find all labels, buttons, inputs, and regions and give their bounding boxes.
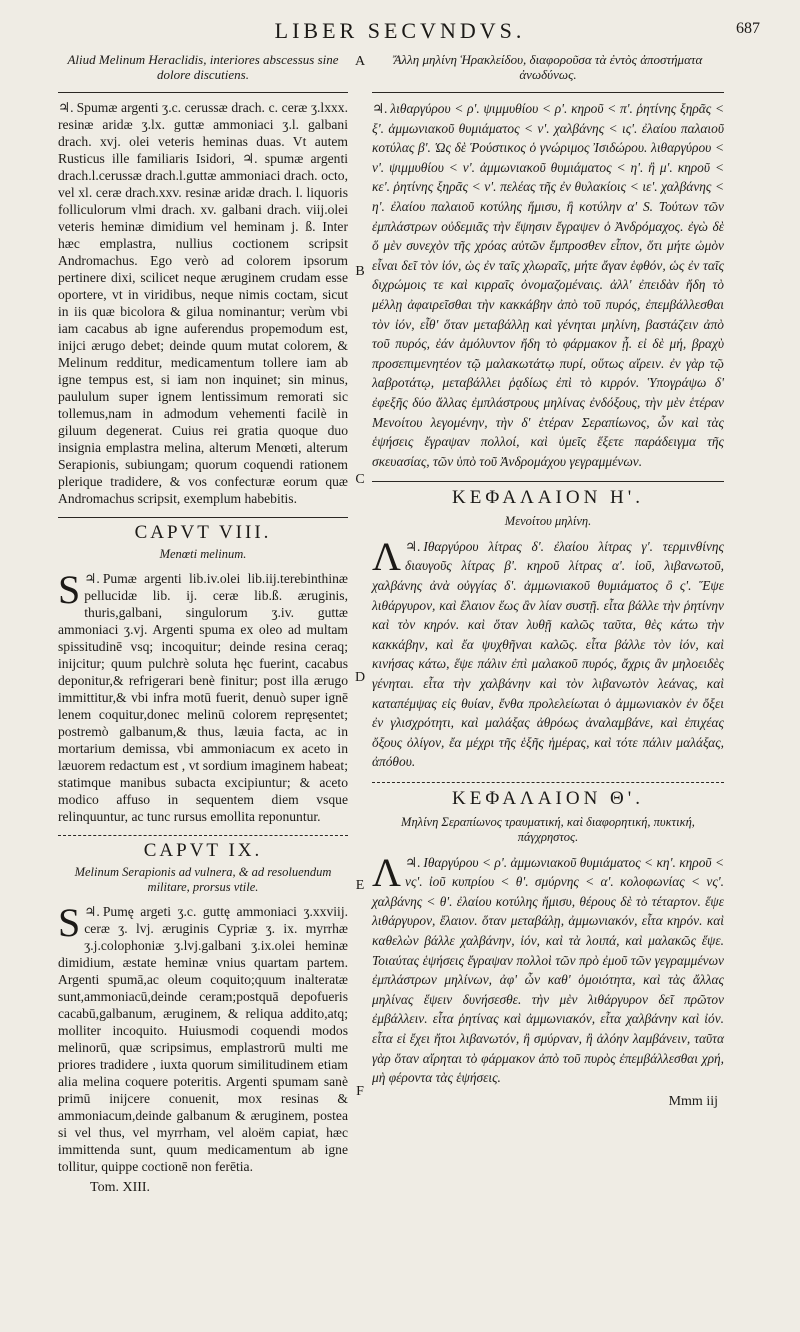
page-number: 687 bbox=[736, 20, 760, 37]
running-title: LIBER SECVNDVS. bbox=[274, 18, 526, 43]
drop-cap-lambda: Λ bbox=[372, 849, 402, 895]
recipe-symbol-icon: ♃. bbox=[58, 100, 74, 115]
caput-ix-text: Pumę argeti ʒ.c. guttę ammoniaci ʒ.xxviij. ceræ ʒ. lvj. æruginis Cypriæ ʒ. ix. myrrhæ ʒ.j.colophoniæ ʒ.lvj.galbani ʒ.ix.olei heminæ dimidium, æstate heminæ vnius quartam partem. Argenti spumā,ac oleum coquito;quum inalteratæ sunt,ammoniacū,deinde ceram;postquā depofueris cacabū,galbanum, æruginem, & reliqua addito,atq; molliter incoquito. Huiusmodi coquendi modos melinorū, quæ scripsimus, emplastrorū multi me priores tradidere , iuxta quorum similitudinem etiam alia melina coquere poteritis. Argenti spumam sanè primū inijcere conuenit, mox resinas & ammoniacum,deinde galbanum & æruginem, postea si vel thus, vel myrrham, vel aloëm capiat, hæc immittenda sunt, quum medicamentum ab igne tollitur, quippe coctionē non ferētia. bbox=[58, 904, 348, 1174]
gathering-signature: Mmm iij bbox=[668, 1093, 718, 1109]
page-header bbox=[0, 18, 800, 50]
kephalaion-th-heading: ΚΕΦΑΛΑΙΟΝ Θ'. bbox=[452, 788, 644, 809]
recipe-symbol-icon: ♃. bbox=[84, 904, 100, 919]
kephalaion-h-paragraph bbox=[372, 533, 724, 772]
volume-signature: Tom. XIII. bbox=[90, 1180, 151, 1195]
margin-letters bbox=[349, 52, 371, 1252]
kephalaion-th-subtitle: Μηλίνη Σεραπίωνος τραυματική, καὶ διαφορητική, πυκτική, πάγχρηστος. bbox=[401, 814, 695, 844]
drop-cap-lambda: Λ bbox=[372, 533, 402, 579]
recipe-symbol-icon: ♃. bbox=[84, 571, 100, 586]
margin-letter-f: F bbox=[356, 1084, 364, 1099]
kephalaion-th-text: Ιθαργύρου < ρ'. ἀμμωνιακοῦ θυμιάματος < κη'. κηροῦ < νς'. ἰοῦ κυπρίου < θ'. σμύρνης < α'. κολοφωνίας < νς'. χαλβάνης < θ'. ἐλαίου κοτύλης ἥμισυ, θέρους δὲ τὸ τέταρτον. ἕψε λιθάργυρον, ἔλαιον. ὅταν μεταβάλῃ, ἀμμωνιακόν, εἶτα κηρόν. καὶ καθελὼν βάλλε χαλβάνην, ἰόν, καὶ τὰ λοιπά, καὶ μαλακῶς ἕψε. Τοιαύτας ἑψήσεις ἔγραψαν πολλοὶ τῶν πρὸ ἐμοῦ τῶν γεγραμμένων ἐμπλάστρων μηλίνων, ἀφ' ὧν καθ' ὁμοιότητα, καὶ τὰς ἄλλας μηλίνας ἕψειν δυνήσεσθε. τὴν μὲν λιθάργυρον δεῖ πρῶτον ἐμβάλλειν. εἶτα ῥητίνας καὶ ἀμμωνιακόν, εἶτα χαλβάνην καὶ ἰόν. εἶτα εἰ ἔχει ἤτοι λιβανωτόν, ἢ σμύρναν, ἢ ἀλόην λαμβάνειν, ταῦτα γὰρ ὅταν αἴρηται τὸ φάρμακον ἀπὸ τοῦ πυρὸς ἐπεμβάλλεσθαι χρή, μὴ φέροντα τὰς ἑψήσεις. bbox=[372, 854, 724, 1086]
caput-ix-paragraph bbox=[58, 900, 348, 1175]
kephalaion-th-paragraph bbox=[372, 849, 724, 1088]
latin-intro-text: Spumæ argenti ʒ.c. cerussæ drach. c. ceræ ʒ.lxxx. resinæ aridæ ʒ.lx. guttæ ammoniaci ʒ.l. galbani drach. xvj. olei veteris heminas duas. Vt autem Rusticus ille familiaris Isidori, ♃. spumæ argenti drach.l.cerussæ drach.l.guttæ ammoniaci drach. octo, vel xl. ceræ drach.xxv. resinæ aridæ drach. l. liquoris folliculorum vlmi drach. xv. galbani drach. viij.olei veteris heminæ dimidium vel heminam j. ß. Inter hæc emplastra, nullius coctionem scripsit Andromachus. Ego verò ad colorem ipsorum pertinere dixi, scilicet neque æruginem crudam esse oportere, vt in viridibus, neque nimis coctam, sicut in iis quæ bicolora & gilua nominantur; verùm vbi iam cacabus ab igne auferendus propemodum est, inijci ærugo debet; deinde quum mutat colorem, & Melinum redditur, medicamentum tollere iam ab igne tempus est, si iam non inquinet; sin minus, paululum super ignem lentissimum remorati sic tollemus,nam in admodum vehementi facilè in giluum degenerat. Cuius rei gratia quoque duo insignia emplastra melina, alterum Menœti, alterum Serapionis, subiungam; quorum coquendi rationem plerique tradidere, & vos confecturæ eorum quæ Andromachus scripsit, exemplum habebitis. bbox=[58, 100, 348, 506]
margin-letter-e: E bbox=[355, 878, 365, 893]
latin-rule-3 bbox=[58, 835, 348, 836]
latin-rule-2 bbox=[58, 517, 348, 518]
kephalaion-h-subtitle: Μενοίτου μηλίνη. bbox=[504, 513, 592, 528]
greek-rule-3 bbox=[372, 782, 724, 783]
kephalaion-h-text: Ιθαργύρου λίτρας δ'. ἐλαίου λίτρας γ'. τερμινθίνης διαυγοῦς λίτρας β'. κηροῦ λίτρας α'. ἰοῦ, λιβανωτοῦ, χαλβάνης ἀνὰ οὐγγίας δ'. ἀμμωνιακοῦ θυμιάματος ὂ ς'. Ἕψε λιθάργυρον, καὶ ἔλαιον ἕως ἂν λίαν συστῇ. εἶτα βάλλε τὴν ῥητίνην καὶ τὸν κηρόν. καὶ ὅταν λυθῇ καλῶς ταῦτα, θὲς κάτω τὴν κακκάβην, καὶ ἔα ψυχθῆναι καλῶς. εἶτα βάλλε τὸν ἰόν, καὶ κινήσας κάτω, ἕψε πάλιν ἐπὶ μαλακοῦ πυρός, ἄχρις ἂν μηλοειδὲς γένηται. εἶτα τὴν χαλβάνην καὶ τὸν λιβανωτὸν λεάνας, καὶ καταπέμψας εἰς θυίαν, ἔνθα προλελείωται ὁ ἀμμωνιακὸν ἐν ὄξει ἐν γλισχρότητι, καὶ μαλάξας ἀθρόως ἀναλαμβάνε, καὶ ἐπιχέας ὄξους ὀλίγον, ἔα μέχρι τῆς ἑξῆς ἡμέρας, καὶ τότε πάλιν μαλάξας, ἀπόθου. bbox=[372, 538, 724, 770]
margin-letter-b: B bbox=[355, 264, 365, 279]
margin-letter-d: D bbox=[354, 670, 366, 685]
caput-viii-subtitle: Menœti melinum. bbox=[159, 547, 247, 561]
caput-ix-heading: CAPVT IX. bbox=[143, 840, 263, 861]
caput-viii-heading: CAPVT VIII. bbox=[134, 522, 272, 543]
greek-rule-2 bbox=[372, 481, 724, 482]
latin-intro-title: Aliud Melinum Heraclidis, interiores abscessus sine dolore discutiens. bbox=[67, 52, 339, 82]
latin-column bbox=[58, 52, 348, 1196]
margin-letter-c: C bbox=[355, 472, 365, 487]
recipe-symbol-icon: ♃. bbox=[405, 538, 421, 554]
caput-viii-paragraph bbox=[58, 567, 348, 825]
greek-rule-1 bbox=[372, 92, 724, 93]
greek-column bbox=[372, 52, 724, 1111]
greek-intro-title: Ἄλλη μηλίνη Ἡρακλείδου, διαφοροῦσα τὰ ἐντὸς ἀποστήματα ἀνωδύνως. bbox=[393, 52, 703, 82]
drop-cap-s: S bbox=[58, 567, 81, 612]
latin-rule-1 bbox=[58, 92, 348, 93]
caput-ix-subtitle: Melinum Serapionis ad vulnera, & ad resoluendum militare, prorsus vtile. bbox=[74, 865, 332, 894]
recipe-symbol-icon: ♃. bbox=[372, 101, 388, 116]
greek-intro-paragraph bbox=[372, 99, 724, 471]
caput-viii-text: Pumæ argenti lib.iv.olei lib.iij.terebinthinæ pellucidæ lib. ij. ceræ lib.ß. æruginis, thuris,galbani, singulorum ʒ.iv. guttæ ammoniaci ʒ.vj. Argenti spuma ex oleo ad multam spissitudinē vsq; incoquitur; deinde resina ceraq; inijcitur; quum pulchrè soluta hęc fuerint, cacabus deponitur,& refrigerari benè finitur; post illa ærugo immittitur,& vbi infra motū fuerit, denuò super ignē lenem coquitur,donec melinū colorem repręsentet; postremò galbanum,& thus, læuia facta, ac in mortarium demissa, vbi ammoniacum ex aceto in læuorem redactum est , vt sordium imaginem habeat; statimque manibus subacta excipiuntur; & aceto modico affuso in sequentem diem vsque relinquuntur, ac tunc rursus emollita reponuntur. bbox=[58, 571, 348, 824]
recipe-symbol-icon: ♃. bbox=[405, 854, 421, 870]
greek-intro-text: λιθαργύρου < ρ'. ψιμμυθίου < ρ'. κηροῦ < π'. ῥητίνης ξηρᾶς < ξ'. ἀμμωνιακοῦ θυμιάματος < ν'. χαλβάνης < ις'. ἐλαίου παλαιοῦ κοτύλας β'. Ὡς δὲ Ῥούστικος ὁ γνώριμος Ἰσιδώρου. λιθαργύρου < ν'. ψιμμυθίου < ν'. ἀμμωνιακοῦ θυμιάματος < η'. ἢ μ'. κηροῦ < κε'. ῥητίνης ξηρᾶς < ν'. πελέας τῆς ἐν θυλακίοις < ιε'. χαλβάνης < η'. ἐλαίου παλαιοῦ κοτύλης ἥμισυ, ἢ κοτύλην α' S. Τούτων τῶν ἐμπλάστρων οὐδεμιᾶς τὴν ἕψησιν ἔγραψεν ὁ Ἀνδρόμαχος. ἐγὼ δὲ ὅ μὲν συνεχὸν τῆς χρόας αὐτῶν ἔμπροσθεν εἶπον, ὅτι μήτε ὠμὸν εἶναι δεῖ τὸν ἰόν, ὡς ἐν ταῖς χλωραῖς, μήτε ἄγαν ἑφθόν, ὡς ἐν ταῖς διχρώμοις τε καὶ κιρραῖς ὀνομαζομέναις. ἀλλ' ἐπειδὰν ἤδη τὸ μέλλῃ ἀφαιρεῖσθαι τὴν κακκάβην ἀπὸ τοῦ πυρός, ἐπεμβάλλεσθαι τὸν ἰόν, εἶθ' ὅταν μεταβάλλῃ καὶ γένηται μηλίνη, βαστάζειν ἀπὸ τοῦ πυρός, ἐάν ἀμόλυντον ἤδη τὸ φάρμακον ᾖ. εἰ δὲ μή, βραχὺ προσεπιμενητέον τῷ μαλακωτάτῳ πυρί, οὕτως αἴρειν. ἐν γὰρ τῷ λαβροτάτῳ, μεταβάλλει ῥᾳδίως ἐπὶ τὸ κιρρόν. Ὑπογράψω δ' ἐφεξῆς δύο ἄλλας ἐμπλάστρους μηλίνας ἐνδόξους, τὴν μὲν ἑτέραν Μενοίτου λεγομένην, τὴν δ' ἑτέραν Σεραπίωνος, ὧν καὶ τὰς ἑψήσεις ἔγραψαν πολλοί, καὶ ὑμεῖς ἕξετε παράδειγμα τῆς σκευασίας, τῶν ὑπὸ τοῦ Ἀνδρομάχου γεγραμμένων. bbox=[372, 101, 724, 469]
margin-letter-a: A bbox=[354, 54, 366, 69]
kephalaion-h-heading: ΚΕΦΑΛΑΙΟΝ Η'. bbox=[452, 487, 644, 509]
latin-intro-paragraph bbox=[58, 99, 348, 507]
drop-cap-s: S bbox=[58, 900, 81, 945]
